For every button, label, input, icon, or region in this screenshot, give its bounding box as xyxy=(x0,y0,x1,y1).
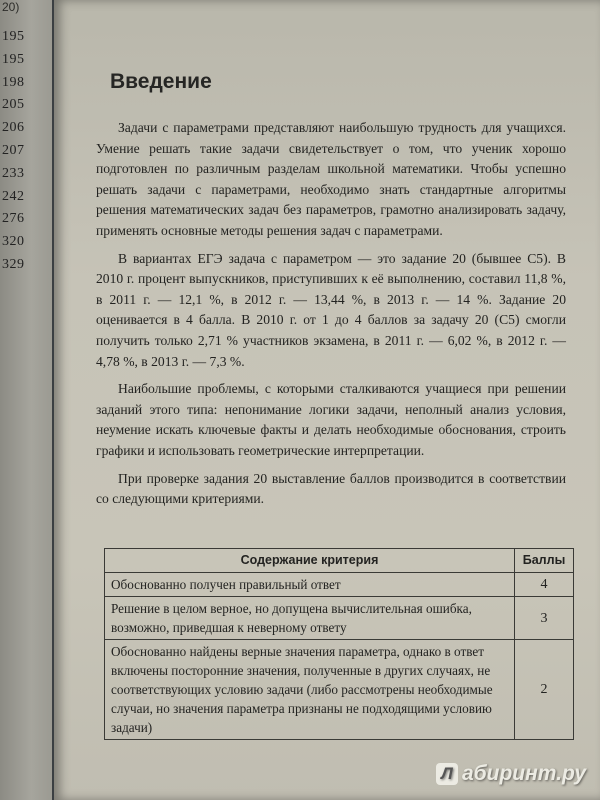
gutter-page-number: 206 xyxy=(2,120,25,136)
table-header-row xyxy=(105,549,574,573)
score-column-header: Баллы xyxy=(515,549,574,573)
gutter-page-number: 195 xyxy=(2,51,25,67)
book-page xyxy=(54,0,600,800)
criteria-table xyxy=(104,548,574,740)
gutter-page-number: 242 xyxy=(2,188,25,204)
score-cell: 2 xyxy=(515,640,574,740)
score-cell: 4 xyxy=(515,573,574,597)
gutter-page-number: 195 xyxy=(2,29,25,44)
labirint-watermark xyxy=(436,762,586,786)
gutter-page-number: 207 xyxy=(2,142,25,158)
criterion-cell: Обоснованно получен правильный ответ xyxy=(105,573,515,597)
statistics-paragraph: В вариантах ЕГЭ задача с параметром — это задание 20 (бывшее С5). В 2010 г. процент выпускников, приступивших к её выполнению, составил 11,8 %, в 2011 г. — 12,1 %, в 2012 г. — 13,44 %, в 2013 г. — 14 %. Задание 20 оценивается в 4 балла. В 2010 г. от 1 до 4 баллов за задачу 20 (С5) смогли получить только 2,71 % участников экзамена, в 2011 г. — 6,02 %, в 2012 г. — 4,78 %, в 2013 г. — 7,3 %. xyxy=(96,250,566,369)
watermark-text: абиринт.ру xyxy=(461,762,586,785)
intro-paragraph: Задачи с параметрами представляют наибольшую трудность для учащихся. Умение решать такие задачи свидетельствует о том, что ученик хорошо подготовлен по различным разделам школьной математики. Чтобы успешно решать задачи с параметрами, необходимо знать стандартные алгоритмы решения математических задач без параметров, грамотно анализировать задачу, применять основные методы решения задач с параметрами. xyxy=(96,120,566,238)
gutter-page-number: 320 xyxy=(2,234,25,250)
criterion-cell: Решение в целом верное, но допущена вычислительная ошибка, возможно, приведшая к неверному ответу xyxy=(105,597,515,640)
criteria-intro-paragraph: При проверке задания 20 выставление баллов производится в соответствии со следующими критериями. xyxy=(96,470,566,507)
criterion-column-header: Содержание критерия xyxy=(105,549,515,573)
gutter-page-number: 198 xyxy=(2,74,25,90)
section-heading: Введение xyxy=(110,70,212,93)
table-row xyxy=(105,640,574,740)
score-cell: 3 xyxy=(515,597,574,640)
gutter-page-number: 329 xyxy=(2,256,25,272)
page-content xyxy=(96,70,566,735)
gutter-page-number: 233 xyxy=(2,165,25,181)
table-row xyxy=(105,573,574,597)
labirint-logo-icon: Л xyxy=(436,763,458,785)
problems-paragraph: Наибольшие проблемы, с которыми сталкиваются учащиеся при решении заданий этого типа: непонимание логики задачи, неполный анализ условия, неумение искать ключевые факты и делать необходимые обоснования, строить графики и использовать геометрические интерпретации. xyxy=(96,381,566,458)
previous-page-gutter xyxy=(0,0,52,800)
criterion-cell: Обоснованно найдены верные значения параметра, однако в ответ включены посторонние значения, полученные в других случаях, не соответствующих условию задачи (либо рассмотрены необходимые случаи, но значения параметра признаны не подходящими условию задачи) xyxy=(105,640,515,740)
table-row xyxy=(105,597,574,640)
gutter-page-number-list xyxy=(2,26,25,277)
gutter-page-number: 276 xyxy=(2,211,25,227)
gutter-page-number: 205 xyxy=(2,97,25,113)
gutter-top-fragment: 20) xyxy=(2,0,20,14)
